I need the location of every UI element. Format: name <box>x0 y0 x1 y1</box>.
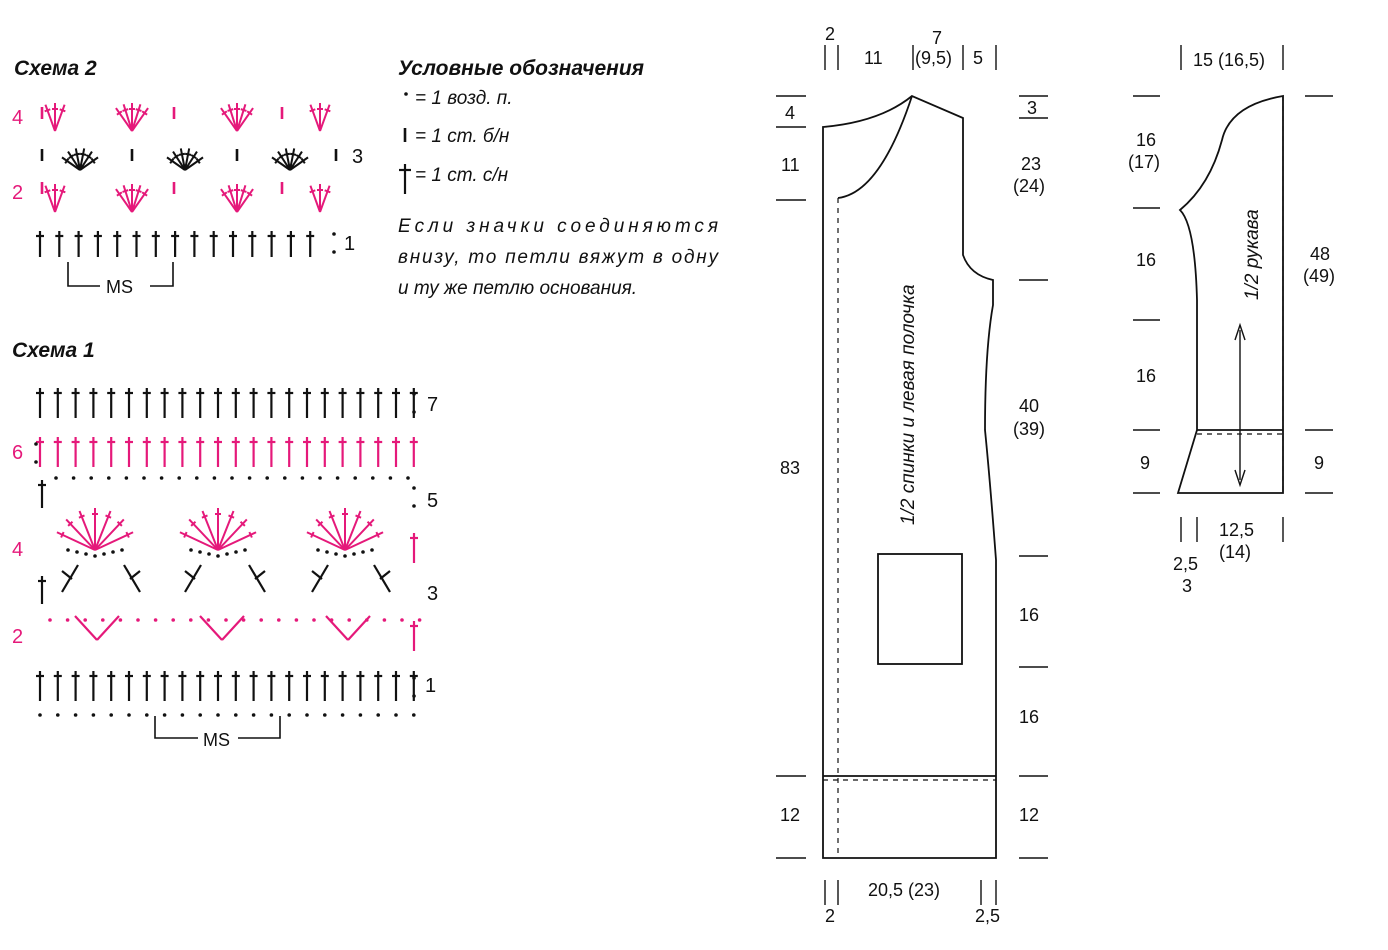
chain-dot <box>270 713 274 717</box>
chain-dot <box>66 618 70 622</box>
fan-crossbar <box>376 532 379 537</box>
chain-dot <box>334 552 338 556</box>
fan-crossbar <box>184 532 187 537</box>
chain-dot <box>418 618 422 622</box>
chain-dot <box>394 713 398 717</box>
chain-dot <box>412 676 416 680</box>
fan-crossbar <box>74 154 80 155</box>
body-dim-right-12: 12 <box>1019 805 1040 825</box>
scheme-1-row-6: 6 <box>12 442 24 464</box>
chain-dot <box>195 476 199 480</box>
fan-crossbar <box>60 190 66 192</box>
fan-crossbar <box>106 515 112 517</box>
chain-dot <box>318 476 322 480</box>
fan-crossbar <box>310 109 316 111</box>
chain-dot <box>213 476 217 480</box>
fan-crossbar <box>123 190 129 192</box>
legend-note-line-1: Если значки соединяются <box>398 216 718 237</box>
body-pattern-label: 1/2 спинки и левая полочка <box>898 284 919 525</box>
scheme-2-row-1: 1 <box>344 233 356 255</box>
chain-dot <box>54 476 58 480</box>
chain-dot <box>325 550 329 554</box>
chain-dot <box>120 548 124 552</box>
chain-dot <box>383 618 387 622</box>
chain-dot <box>305 713 309 717</box>
fan-crossbar <box>185 154 191 155</box>
chain-dot <box>277 618 281 622</box>
body-dim-top-2: 2 <box>825 24 836 44</box>
sleeve-dim-left-9: 9 <box>1140 453 1151 473</box>
stitch-mark <box>255 571 265 579</box>
chain-dot <box>359 713 363 717</box>
chain-dot <box>365 618 369 622</box>
sleeve-dim-left-16c: 16 <box>1136 366 1157 386</box>
scheme-2-ms-label: MS <box>106 277 133 297</box>
body-dim-top-7: 7 <box>932 28 943 48</box>
chain-dot <box>198 713 202 717</box>
fan-crossbar <box>241 190 247 192</box>
chain-dot <box>412 504 416 508</box>
chain-dot <box>93 554 97 558</box>
chain-dot <box>125 476 129 480</box>
chain-dot <box>295 618 299 622</box>
scheme-1-row-5: 5 <box>427 490 439 512</box>
chain-dot <box>207 618 211 622</box>
scheme-1-row-4: 4 <box>12 539 24 561</box>
chain-dot <box>323 713 327 717</box>
chain-dot <box>74 713 78 717</box>
chain-dot <box>301 476 305 480</box>
sleeve-dim-top: 15 (16,5) <box>1193 50 1266 70</box>
chain-dot <box>234 713 238 717</box>
body-dim-bottom-2: 2 <box>825 906 836 926</box>
scheme-1 <box>12 339 438 750</box>
chain-dot <box>142 476 146 480</box>
chain-dot <box>92 713 96 717</box>
stitch-mark <box>380 571 390 579</box>
sleeve-dim-left-17: (17) <box>1128 152 1161 172</box>
fan-crossbar <box>329 515 335 517</box>
body-dim-right-40: 40 <box>1019 396 1040 416</box>
body-dim-right-16b: 16 <box>1019 707 1040 727</box>
body-dim-left-4: 4 <box>785 103 796 123</box>
fan-crossbar <box>356 515 362 517</box>
body-dimensions <box>780 24 1045 926</box>
scheme-2 <box>12 57 363 297</box>
chain-dot <box>34 460 38 464</box>
scheme-1-title: Схема 1 <box>12 339 95 362</box>
scheme-2-title: Схема 2 <box>14 57 97 80</box>
chain-dot <box>371 476 375 480</box>
stitch-mark <box>130 571 140 579</box>
stitch-mark <box>62 571 72 579</box>
chain-dot <box>127 713 131 717</box>
body-dim-left-12: 12 <box>780 805 801 825</box>
chain-dot <box>198 550 202 554</box>
chain-dot <box>347 618 351 622</box>
chain-dot <box>330 618 334 622</box>
chain-dot <box>84 552 88 556</box>
body-dim-left-83: 83 <box>780 458 801 478</box>
fan-crossbar <box>241 109 247 111</box>
stitch-mark <box>97 616 119 640</box>
chain-dot <box>248 476 252 480</box>
fan-crossbar <box>249 532 252 537</box>
chain-dot <box>412 694 416 698</box>
fan-crossbar <box>325 190 331 192</box>
chain-dot <box>242 618 246 622</box>
sleeve-dim-bottom-2-5: 2,5 <box>1173 554 1199 574</box>
body-dim-bottom-width: 20,5 (23) <box>868 880 941 900</box>
chain-dot <box>38 713 42 717</box>
chain-dot <box>119 618 123 622</box>
chain-dot <box>83 618 87 622</box>
stitch-mark <box>185 571 195 579</box>
fan-crossbar <box>228 190 234 192</box>
chain-dot <box>352 552 356 556</box>
fan-crossbar <box>229 515 235 517</box>
fan-crossbar <box>136 109 142 111</box>
chain-dot <box>75 550 79 554</box>
stitch-mark <box>200 616 222 640</box>
stitch-mark <box>326 616 348 640</box>
scheme-2-symbols <box>36 103 336 257</box>
chain-dot <box>234 550 238 554</box>
sleeve-dim-left-16: 16 <box>1136 130 1157 150</box>
legend-title: Условные обозначения <box>398 57 645 80</box>
chain-dot <box>154 618 158 622</box>
legend-dc: = 1 ст. с/н <box>415 165 509 186</box>
sleeve-dim-left-16b: 16 <box>1136 250 1157 270</box>
sleeve-dim-right-49: (49) <box>1303 266 1336 286</box>
chain-dot <box>376 713 380 717</box>
fan-crossbar <box>310 190 316 192</box>
chain-dot <box>102 552 106 556</box>
chain-dot <box>341 713 345 717</box>
body-dim-top-5: 5 <box>973 48 984 68</box>
chain-dot <box>412 410 416 414</box>
chain-dot <box>163 713 167 717</box>
scheme-2-row-4: 4 <box>12 107 24 129</box>
scheme-1-row-7: 7 <box>427 394 439 416</box>
chain-dot <box>243 548 247 552</box>
chain-dot <box>400 618 404 622</box>
body-dim-left-11: 11 <box>781 155 800 175</box>
scheme-2-row-2: 2 <box>12 182 24 204</box>
fan-crossbar <box>202 515 208 517</box>
fan-crossbar <box>325 109 331 111</box>
chain-dot <box>216 713 220 717</box>
sleeve-dimensions <box>1128 50 1335 596</box>
chain-dot <box>216 554 220 558</box>
body-dim-right-39: (39) <box>1013 419 1046 439</box>
chain-dot <box>312 618 316 622</box>
sleeve-dim-bottom-14: (14) <box>1219 542 1252 562</box>
chain-dot <box>412 392 416 396</box>
chain-dot <box>136 618 140 622</box>
chain-dot <box>336 476 340 480</box>
chain-dot <box>89 476 93 480</box>
chain-dot <box>177 476 181 480</box>
fan-crossbar <box>228 109 234 111</box>
chain-dot <box>343 554 347 558</box>
chain-dot <box>224 618 228 622</box>
fan-crossbar <box>136 190 142 192</box>
chain-dot <box>332 250 336 254</box>
chain-dot <box>111 550 115 554</box>
chain-dot <box>225 552 229 556</box>
chain-dot <box>259 618 263 622</box>
chain-dot <box>287 713 291 717</box>
fan-crossbar <box>311 532 314 537</box>
fan-crossbar <box>79 515 85 517</box>
chain-dot <box>145 713 149 717</box>
chain-dot <box>332 232 336 236</box>
legend-note-line-3: и ту же петлю основания. <box>398 278 638 299</box>
scheme-2-row-3: 3 <box>352 146 364 168</box>
chain-dot <box>353 476 357 480</box>
fan-crossbar <box>60 109 66 111</box>
scheme-1-row-2: 2 <box>12 626 24 648</box>
chain-dot <box>370 548 374 552</box>
sleeve-dim-bottom-3: 3 <box>1182 576 1193 596</box>
sleeve-pattern-label: 1/2 рукава <box>1242 209 1263 300</box>
scheme-1-row-1: 1 <box>425 675 437 697</box>
stitch-mark <box>312 571 322 579</box>
chain-dot <box>181 713 185 717</box>
fan-crossbar <box>45 190 51 192</box>
sleeve-dim-bottom-12-5: 12,5 <box>1219 520 1255 540</box>
fan-crossbar <box>123 109 129 111</box>
fan-crossbar <box>45 109 51 111</box>
legend-note-line-2: внизу, то петли вяжут в одну <box>398 247 718 268</box>
chain-dot <box>160 476 164 480</box>
body-dim-top-9-5: (9,5) <box>915 48 953 68</box>
body-dim-right-16a: 16 <box>1019 605 1040 625</box>
legend-sc: = 1 ст. б/н <box>415 126 510 147</box>
chain-dot <box>361 550 365 554</box>
legend-chain: = 1 возд. п. <box>415 88 513 109</box>
chain-dot <box>412 713 416 717</box>
chain-dot <box>265 476 269 480</box>
fan-crossbar <box>80 154 86 155</box>
chain-dot <box>107 476 111 480</box>
pocket-outline <box>878 554 962 664</box>
fan-crossbar <box>61 532 64 537</box>
scheme-1-symbols <box>34 388 421 717</box>
chain-dot <box>72 476 76 480</box>
body-dim-right-3: 3 <box>1027 98 1038 118</box>
sleeve-pattern <box>1133 45 1336 542</box>
body-dim-bottom-2-5: 2,5 <box>975 906 1001 926</box>
chain-dot <box>189 618 193 622</box>
sleeve-dim-right-9: 9 <box>1314 453 1325 473</box>
fan-crossbar <box>126 532 129 537</box>
body-dim-top-11: 11 <box>864 48 883 68</box>
chain-dot <box>56 713 60 717</box>
legend <box>398 57 720 299</box>
sleeve-dim-right-48: 48 <box>1310 244 1331 264</box>
chain-dot <box>109 713 113 717</box>
fan-crossbar <box>284 154 290 155</box>
chain-dot <box>101 618 105 622</box>
chain-dot <box>406 476 410 480</box>
chain-dot <box>316 548 320 552</box>
fan-crossbar <box>179 154 185 155</box>
chain-dot <box>34 442 38 446</box>
chain-dot <box>252 713 256 717</box>
chain-dot <box>389 476 393 480</box>
chain-dot <box>171 618 175 622</box>
scheme-1-ms-label: MS <box>203 730 230 750</box>
scheme-1-row-3: 3 <box>427 583 439 605</box>
chain-dot <box>207 552 211 556</box>
chain-dot <box>189 548 193 552</box>
chain-dot <box>412 486 416 490</box>
body-dim-right-24: (24) <box>1013 176 1046 196</box>
chain-dot <box>283 476 287 480</box>
chain-dot <box>48 618 52 622</box>
fan-crossbar <box>290 154 296 155</box>
chain-dot <box>230 476 234 480</box>
chain-dot <box>66 548 70 552</box>
body-dim-right-23: 23 <box>1021 154 1042 174</box>
